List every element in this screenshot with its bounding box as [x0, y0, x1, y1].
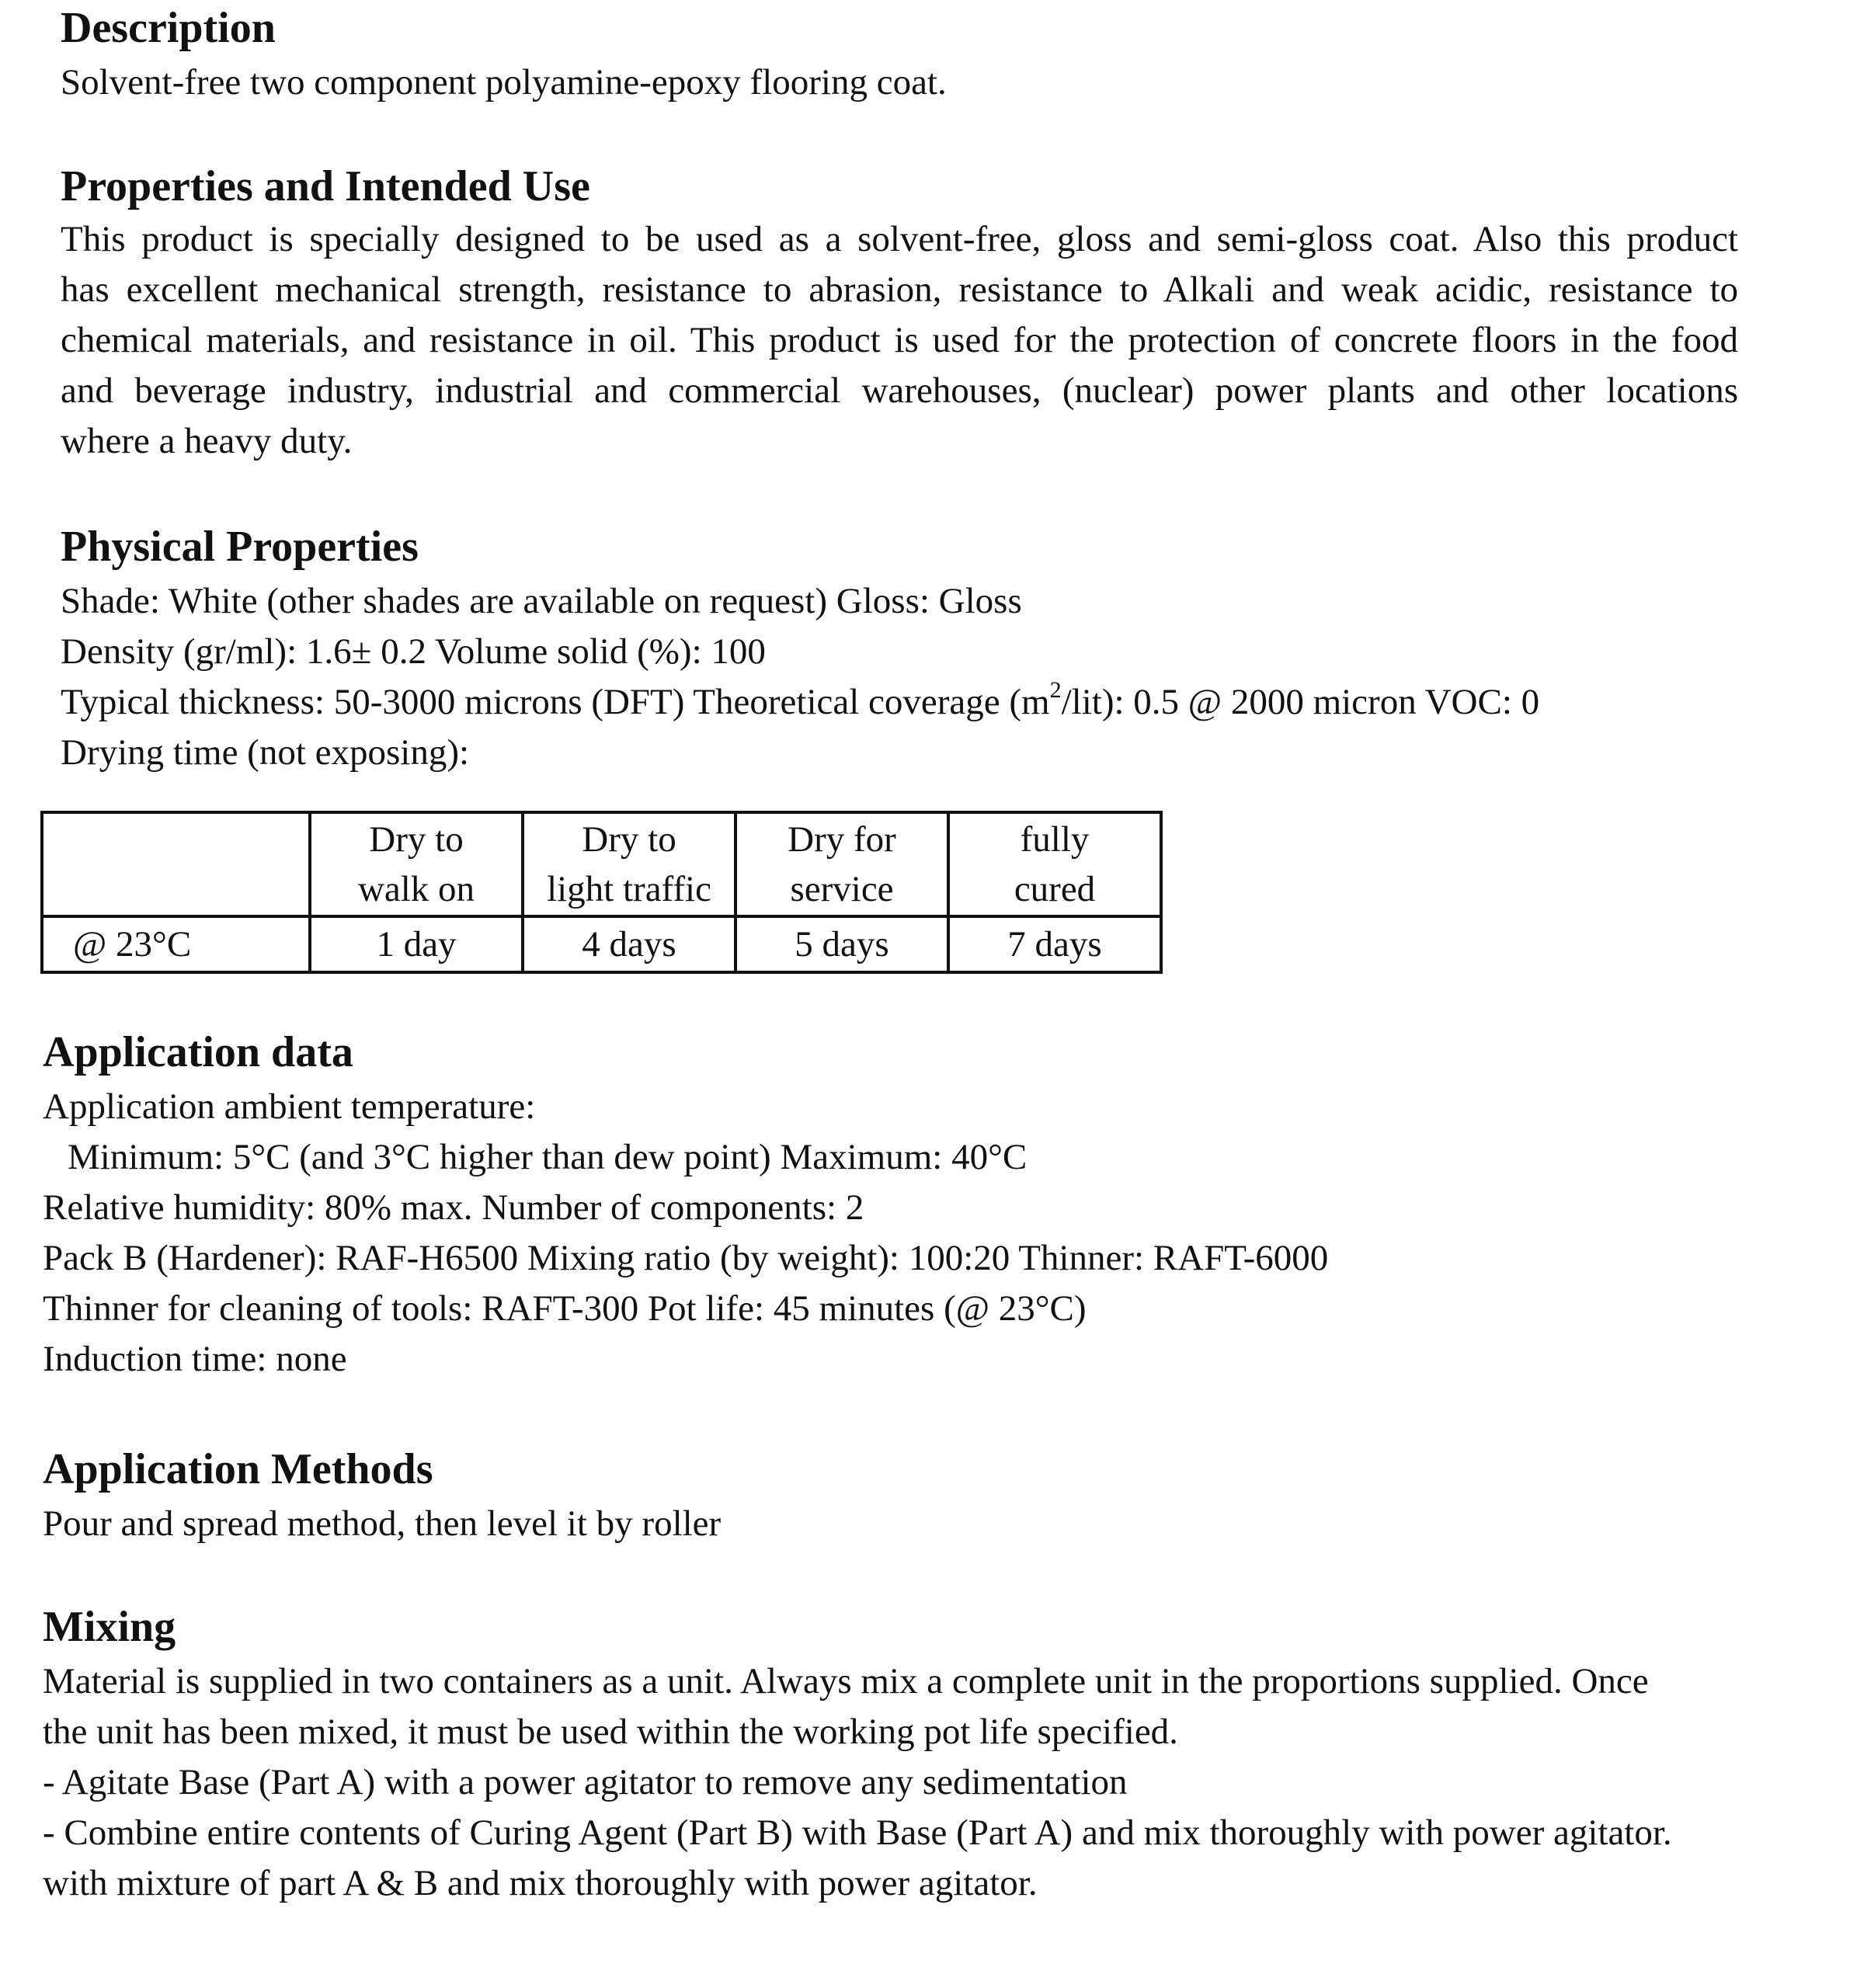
drying-table-value-row	[42, 916, 1161, 972]
thickness-line	[61, 677, 1769, 728]
header-line: fully	[1020, 819, 1090, 860]
header-line: walk on	[357, 869, 475, 909]
properties-line: chemical materials, and resistance in oil. This product is used for the protection of concrete floors in the food	[61, 320, 1738, 360]
drying-time-line: Drying time (not exposing):	[61, 732, 470, 773]
application-data-body	[43, 1082, 1751, 1385]
properties-line: where a heavy duty.	[61, 421, 353, 461]
properties-paragraph	[61, 214, 1738, 467]
header-line: Dry to	[582, 819, 676, 860]
mixing-line: - Agitate Base (Part A) with a power agitator to remove any sedimentation	[43, 1762, 1128, 1802]
mixing-line: with mixture of part A & B and mix thoroughly with power agitator.	[43, 1863, 1038, 1903]
table-cell: 7 days	[948, 916, 1161, 972]
application-data-line: Application ambient temperature:	[43, 1086, 536, 1127]
application-data-heading: Application data	[43, 1028, 353, 1076]
table-header-cell	[310, 812, 523, 916]
mixing-section	[43, 1602, 1744, 1909]
shade-line: Shade: White (other shades are available on request) Gloss: Gloss	[61, 581, 1022, 621]
table-cell: 5 days	[735, 916, 948, 972]
physical-properties-heading: Physical Properties	[61, 523, 419, 571]
table-header-cell	[735, 812, 948, 916]
physical-properties-section	[61, 522, 1769, 778]
properties-line: has excellent mechanical strength, resistance to abrasion, resistance to Alkali and weak acidic, resistance to	[61, 269, 1738, 310]
drying-time-table	[40, 811, 1163, 974]
application-data-section	[43, 1027, 1751, 1385]
mixing-line: Material is supplied in two containers as a unit. Always mix a complete unit in the proportions supplied. Once	[43, 1661, 1649, 1701]
table-row-label: @ 23°C	[42, 916, 310, 972]
drying-table-header-row	[42, 812, 1161, 916]
properties-heading: Properties and Intended Use	[61, 162, 590, 210]
header-line: light traffic	[547, 869, 711, 909]
header-line: service	[790, 869, 894, 909]
physical-properties-body	[61, 576, 1769, 778]
mixing-body	[43, 1656, 1744, 1909]
application-data-line: Relative humidity: 80% max. Number of components: 2	[43, 1187, 864, 1228]
application-data-line: Induction time: none	[43, 1339, 347, 1379]
table-cell: 1 day	[310, 916, 523, 972]
header-line: Dry to	[369, 819, 464, 860]
application-methods-heading: Application Methods	[43, 1445, 433, 1493]
application-data-line: Thinner for cleaning of tools: RAFT-300 Pot life: 45 minutes (@ 23°C)	[43, 1288, 1087, 1329]
mixing-line: - Combine entire contents of Curing Agent (Part B) with Base (Part A) and mix thoroughly with power agitator.	[43, 1812, 1672, 1853]
table-header-cell	[523, 812, 735, 916]
description-section	[61, 3, 1738, 108]
properties-section	[61, 162, 1738, 467]
mixing-line: the unit has been mixed, it must be used within the working pot life specified.	[43, 1712, 1178, 1752]
mixing-heading: Mixing	[43, 1603, 176, 1651]
description-text: Solvent-free two component polyamine-epoxy flooring coat.	[61, 62, 947, 103]
description-heading: Description	[61, 4, 276, 52]
header-line: cured	[1014, 869, 1096, 909]
table-cell: 4 days	[523, 916, 735, 972]
table-header-cell	[948, 812, 1161, 916]
properties-line: and beverage industry, industrial and commercial warehouses, (nuclear) power plants and other locations	[61, 370, 1738, 411]
thickness-text-post: /lit): 0.5 @ 2000 micron VOC: 0	[1061, 682, 1540, 722]
application-methods-section	[43, 1444, 1751, 1549]
header-line: Dry for	[788, 819, 896, 860]
density-line: Density (gr/ml): 1.6± 0.2 Volume solid (%): 100	[61, 631, 766, 672]
application-data-line: Pack B (Hardener): RAF-H6500 Mixing ratio (by weight): 100:20 Thinner: RAFT-6000	[43, 1238, 1329, 1278]
thickness-text-pre: Typical thickness: 50-3000 microns (DFT) Theoretical coverage (m	[61, 682, 1050, 722]
table-header-cell-empty	[42, 812, 310, 916]
application-methods-text: Pour and spread method, then level it by roller	[43, 1503, 722, 1544]
thickness-superscript: 2	[1049, 677, 1062, 704]
properties-line: This product is specially designed to be used as a solvent-free, gloss and semi-gloss coat. Also this product	[61, 219, 1738, 259]
application-data-line: Minimum: 5°C (and 3°C higher than dew point) Maximum: 40°C	[68, 1137, 1028, 1177]
